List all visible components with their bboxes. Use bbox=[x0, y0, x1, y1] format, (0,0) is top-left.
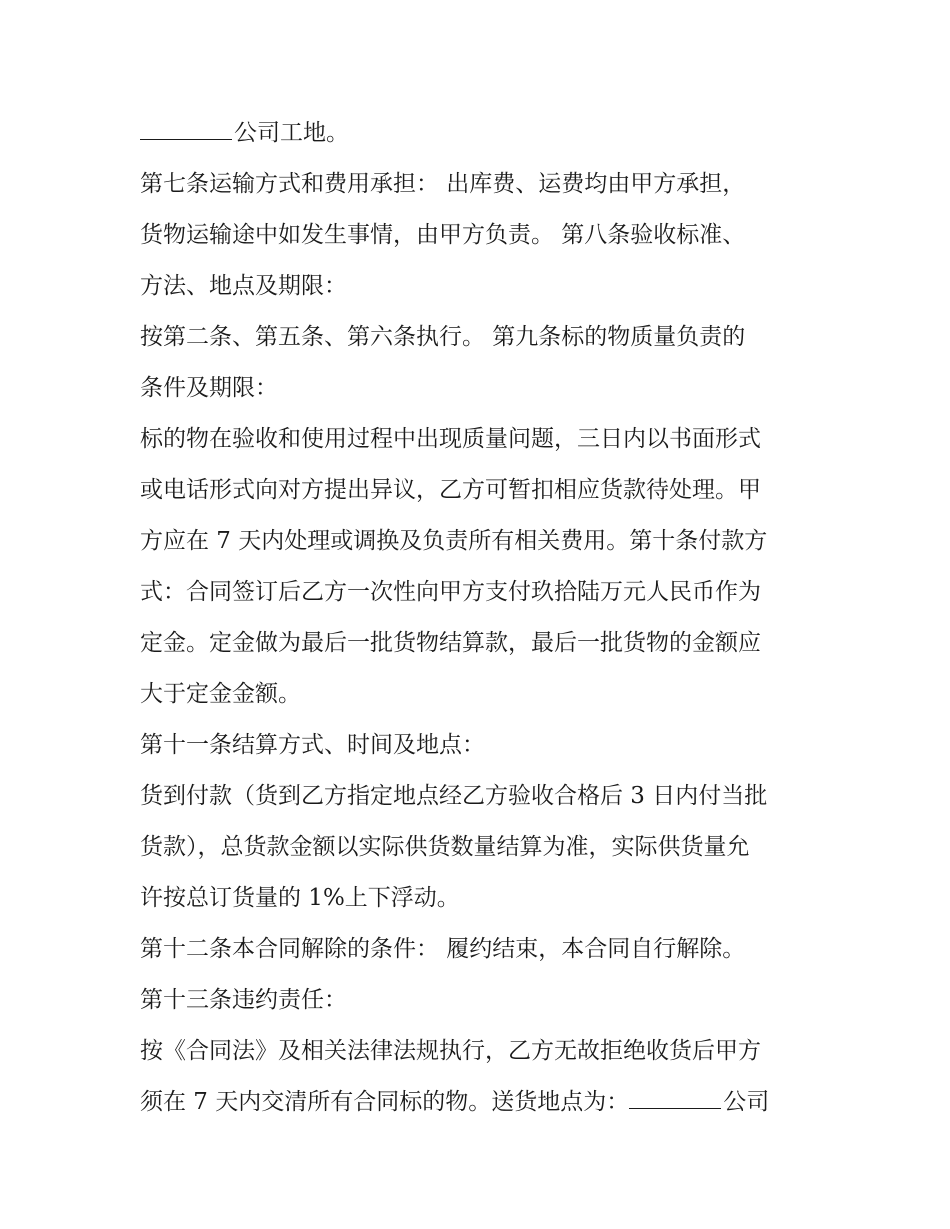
text-line-15: 许按总订货量的 1%上下浮动。 bbox=[140, 885, 460, 911]
text-line-8: 方应在 7 天内处理或调换及负责所有相关费用。第十条付款方 bbox=[140, 528, 768, 554]
text-line-6: 标的物在验收和使用过程中出现质量问题，三日内以书面形式 bbox=[140, 426, 761, 452]
text-line-0 bbox=[140, 108, 820, 159]
text-line-9: 式：合同签订后乙方一次性向甲方支付玖拾陆万元人民币作为 bbox=[140, 579, 761, 605]
line-text: 公司工地。 bbox=[234, 120, 349, 146]
text-line-14: 货款），总货款金额以实际供货数量结算为准，实际供货量允 bbox=[140, 834, 750, 860]
text-line-16: 第十二条本合同解除的条件： 履约结束，本合同自行解除。 bbox=[140, 936, 746, 962]
text-line-4: 按第二条、第五条、第六条执行。 第九条标的物质量负责的 bbox=[140, 324, 746, 350]
document-page bbox=[140, 108, 820, 1128]
fill-in-blank bbox=[140, 138, 232, 140]
text-line-2: 货物运输途中如发生事情，由甲方负责。 第八条验收标准、 bbox=[140, 222, 746, 248]
text-line-3: 方法、地点及期限： bbox=[140, 273, 347, 299]
text-line-17: 第十三条违约责任： bbox=[140, 987, 347, 1013]
fill-in-blank bbox=[629, 1107, 721, 1109]
text-line-7: 或电话形式向对方提出异议，乙方可暂扣相应货款待处理。甲 bbox=[140, 477, 761, 503]
text-line-5: 条件及期限： bbox=[140, 375, 278, 401]
text-line-12: 第十一条结算方式、时间及地点： bbox=[140, 732, 485, 758]
text-line-13: 货到付款（货到乙方指定地点经乙方验收合格后 3 日内付当批 bbox=[140, 783, 768, 809]
text-line-11: 大于定金金额。 bbox=[140, 681, 301, 707]
line-text-after: 公司 bbox=[723, 1089, 770, 1115]
line-text: 须在 7 天内交清所有合同标的物。送货地点为： bbox=[140, 1089, 630, 1115]
text-line-18: 按《合同法》及相关法律法规执行，乙方无故拒绝收货后甲方 bbox=[140, 1038, 761, 1064]
text-line-19 bbox=[140, 1077, 820, 1128]
text-line-10: 定金。定金做为最后一批货物结算款，最后一批货物的金额应 bbox=[140, 630, 761, 656]
text-line-1: 第七条运输方式和费用承担： 出库费、运费均由甲方承担， bbox=[140, 171, 746, 197]
